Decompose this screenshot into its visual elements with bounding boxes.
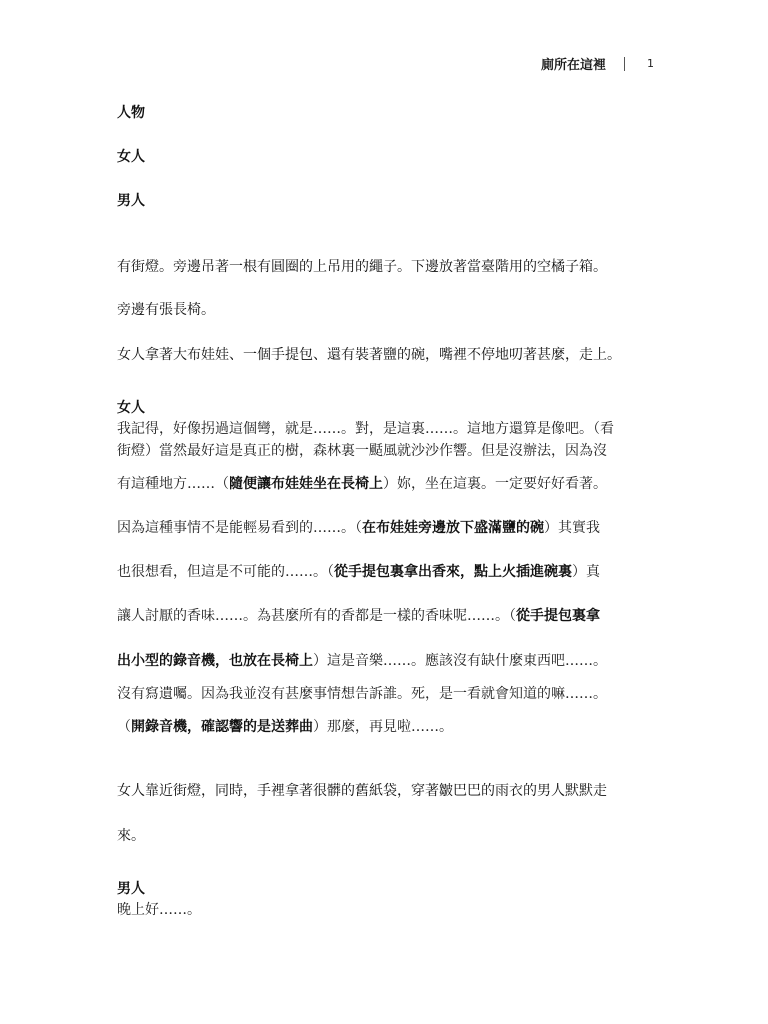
dialogue-line: [117, 517, 657, 537]
header-divider: [624, 57, 625, 71]
inline-stage-direction: 開錄音機，確認響的是送葬曲: [131, 719, 313, 735]
dialogue-line: [117, 650, 657, 670]
cast-heading: 人物: [117, 105, 145, 121]
inline-stage-direction: 隨便讓布娃娃坐在長椅上: [229, 476, 383, 492]
page-header: [541, 54, 654, 73]
dialogue-text: ）真: [572, 564, 600, 580]
dialogue-text: ）那麼，再見啦……。: [313, 719, 453, 735]
page-number: 1: [647, 57, 654, 70]
stage-direction-3: 女人拿著大布娃娃、一個手提包、還有裝著鹽的碗，嘴裡不停地叨著甚麼，走上。: [117, 347, 621, 363]
stage-direction-4-line1: 女人靠近街燈，同時，手裡拿著很髒的舊紙袋，穿著皺巴巴的雨衣的男人默默走: [117, 783, 607, 799]
dialogue-text: 也很想看，但這是不可能的……。（: [117, 564, 334, 580]
dialogue-text: ）其實我: [544, 520, 600, 536]
inline-stage-direction: 出小型的錄音機，也放在長椅上: [117, 653, 313, 669]
inline-stage-direction: 在布娃娃旁邊放下盛滿鹽的碗: [362, 520, 544, 536]
dialogue-text: 有這種地方……（: [117, 476, 229, 492]
dialogue-line: [117, 473, 657, 493]
dialogue-text: ）妳，坐在這裏。一定要好好看著。: [383, 476, 607, 492]
inline-stage-direction: 從手提包裏拿出香來，點上火插進碗裏: [334, 564, 572, 580]
dialogue-line: [117, 716, 657, 736]
header-title: 廁所在這裡: [540, 58, 606, 73]
dialogue-line: [117, 683, 657, 703]
dialogue-text: 街燈）當然最好這是真正的樹，森林裏一颳風就沙沙作響。但是沒辦法，因為沒: [117, 443, 607, 459]
dialogue-text: 我記得，好像拐過這個彎，就是……。對，是這裏……。這地方還算是像吧。（看: [117, 421, 614, 437]
dialogue-text: （: [117, 719, 131, 735]
man-dialogue: 晚上好……。: [117, 902, 201, 918]
dialogue-text: 沒有寫遺囑。因為我並沒有甚麼事情想告訴誰。死，是一看就會知道的嘛……。: [117, 686, 607, 702]
stage-direction-4-line2: 來。: [117, 828, 145, 844]
dialogue-line: [117, 605, 657, 625]
dialogue-line: [117, 440, 657, 460]
stage-direction-2: 旁邊有張長椅。: [117, 302, 215, 318]
dialogue-line: [117, 561, 657, 581]
dialogue-text: ）這是音樂……。應該沒有缺什麼東西吧……。: [313, 653, 607, 669]
speaker-man: 男人: [117, 881, 145, 897]
stage-direction-1: 有街燈。旁邊吊著一根有圓圈的上吊用的繩子。下邊放著當臺階用的空橘子箱。: [117, 259, 607, 275]
dialogue-line: [117, 418, 657, 438]
speaker-woman: 女人: [117, 400, 145, 416]
cast-member-man: 男人: [117, 193, 145, 209]
inline-stage-direction: 從手提包裏拿: [516, 608, 600, 624]
dialogue-text: 因為這種事情不是能輕易看到的……。（: [117, 520, 362, 536]
cast-member-woman: 女人: [117, 149, 145, 165]
dialogue-text: 讓人討厭的香味……。為甚麼所有的香都是一樣的香味呢……。（: [117, 608, 516, 624]
